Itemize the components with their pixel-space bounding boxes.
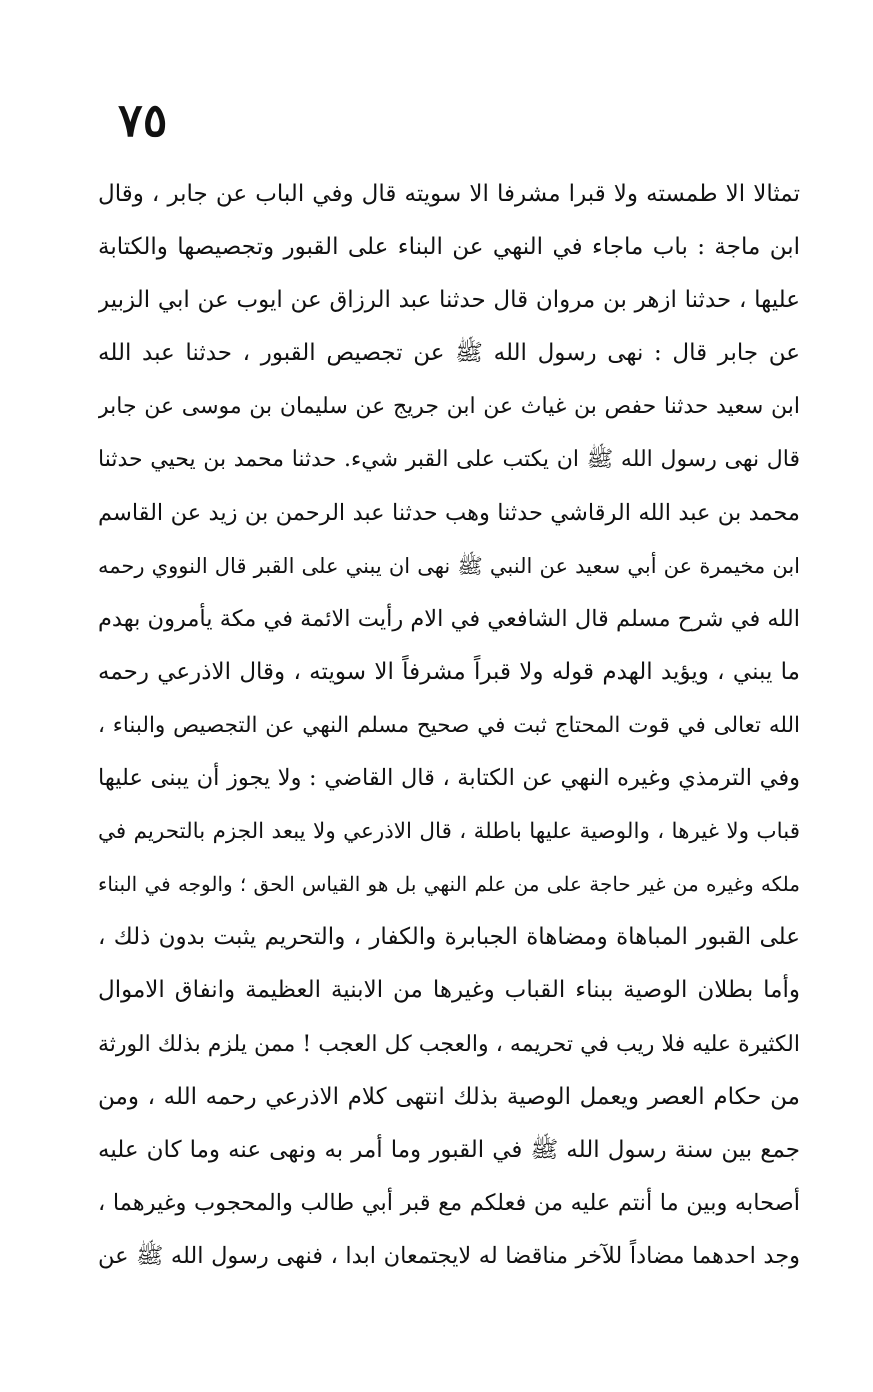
text-line: الكثيرة عليه فلا ريب في تحريمه ، والعجب كل العجب ! ممن يلزم بذلك الورثة: [98, 1031, 800, 1057]
text-line: قباب ولا غيرها ، والوصية عليها باطلة ، قال الاذرعي ولا يبعد الجزم بالتحريم في: [98, 819, 800, 845]
text-line: محمد بن عبد الله الرقاشي حدثنا وهب حدثنا عبد الرحمن بن زيد عن القاسم: [98, 499, 800, 526]
text-line: ابن مخيمرة عن أبي سعيد عن النبي ﷺ نهى ان يبني على القبر قال النووي رحمه: [98, 553, 800, 578]
text-line: تمثالا الا طمسته ولا قبرا مشرفا الا سويته قال وفي الباب عن جابر ، وقال: [98, 181, 800, 207]
text-line: الله في شرح مسلم قال الشافعي في الام رأيت الائمة في مكة يأمرون بهدم: [98, 605, 800, 632]
text-line: جمع بين سنة رسول الله ﷺ في القبور وما أمر به ونهى عنه وما كان عليه: [98, 1136, 800, 1163]
text-line: عليها ، حدثنا ازهر بن مروان قال حدثنا عبد الرزاق عن ايوب عن ابي الزبير: [98, 287, 800, 314]
page-number: ٧٥: [118, 93, 168, 147]
text-line: ابن سعيد حدثنا حفص بن غياث عن ابن جريج عن سليمان بن موسى عن جابر: [98, 394, 800, 420]
text-line: الله تعالى في قوت المحتاج ثبت في صحيح مسلم النهي عن التجصيص والبناء ،: [98, 712, 800, 738]
text-line: على القبور المباهاة ومضاهاة الجبابرة والكفار ، والتحريم يثبت بدون ذلك ،: [98, 924, 800, 951]
text-line: ابن ماجة : باب ماجاء في النهي عن البناء على القبور وتجصيصها والكتابة: [98, 234, 800, 261]
text-line: وأما بطلان الوصية ببناء القباب وغيرها من الابنية العظيمة وانفاق الاموال: [98, 977, 800, 1004]
text-line: وفي الترمذي وغيره النهي عن الكتابة ، قال القاضي : ولا يجوز أن يبنى عليها: [98, 765, 800, 792]
text-line: وجد احدهما مضاداً للآخر مناقضا له لايجتمعان ابدا ، فنهى رسول الله ﷺ عن: [98, 1242, 800, 1269]
text-line: من حكام العصر ويعمل الوصية بذلك انتهى كلام الاذرعي رحمه الله ، ومن: [98, 1083, 800, 1110]
text-line: ما يبني ، ويؤيد الهدم قوله ولا قبراً مشرفاً الا سويته ، وقال الاذرعي رحمه: [98, 658, 800, 685]
text-line: ملكه وغيره من غير حاجة على من علم النهي بل هو القياس الحق ؛ والوجه في البناء: [98, 872, 800, 897]
text-line: قال نهى رسول الله ﷺ ان يكتب على القبر شيء. حدثنا محمد بن يحيي حدثنا: [98, 447, 800, 473]
text-line: عن جابر قال : نهى رسول الله ﷺ عن تجصيص القبور ، حدثنا عبد الله: [98, 340, 800, 367]
text-line: أصحابه وبين ما أنتم عليه من فعلكم مع قبر أبي طالب والمحجوب وغيرهما ،: [98, 1189, 800, 1216]
text-body: [98, 168, 800, 1283]
